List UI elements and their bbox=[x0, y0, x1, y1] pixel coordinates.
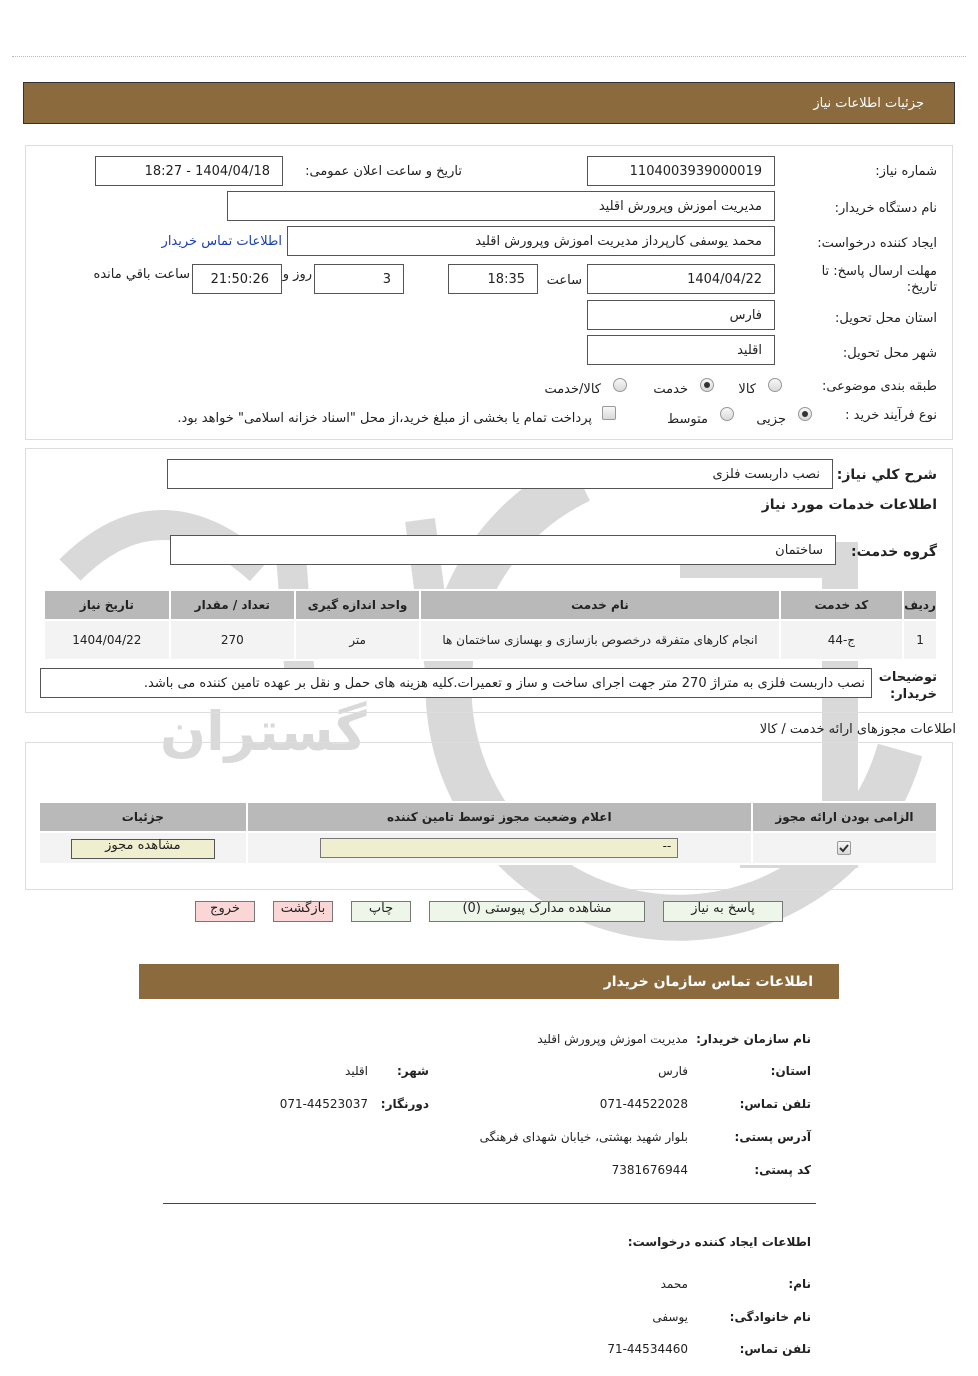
table-row bbox=[39, 832, 937, 864]
attachments-button[interactable]: مشاهده مدارک پیوستی (0) bbox=[429, 901, 645, 922]
back-button[interactable]: بازگشت bbox=[273, 901, 333, 922]
page-header bbox=[23, 82, 955, 124]
cell-row: 1 bbox=[903, 620, 937, 660]
col-permit-details: جزئیات bbox=[39, 802, 247, 832]
province-label: استان محل تحویل: bbox=[835, 311, 937, 326]
contact-city-label: شهر: bbox=[397, 1064, 429, 1078]
cell-name: انجام کارهای متفرقه درخصوص بازسازی و بهسازی ساختمان ها bbox=[420, 620, 780, 660]
contact-address: بلوار شهید بهشتی، خیابان شهدای فرهنگی bbox=[479, 1130, 688, 1144]
category-option-service: خدمت bbox=[653, 382, 688, 397]
contact-divider bbox=[163, 1203, 816, 1204]
province-field: فارس bbox=[587, 300, 775, 330]
col-row: ردیف bbox=[903, 590, 937, 620]
contact-address-label: آدرس پستی: bbox=[734, 1130, 811, 1144]
watermark-text: گستران bbox=[160, 700, 367, 763]
requester-label: ایجاد کننده درخواست: bbox=[817, 236, 937, 251]
process-option-minor: جزیی bbox=[756, 412, 786, 427]
col-name: نام خدمت bbox=[420, 590, 780, 620]
check-icon bbox=[838, 842, 850, 854]
payment-note: پرداخت تمام یا بخشی از مبلغ خرید،از محل "اسناد خزانه اسلامی" خواهد بود. bbox=[177, 411, 592, 426]
buyer-notes-field: نصب داربست فلزی به متراژ 270 متر جهت اجرای ساخت و ساز و تعمیرات.کلیه هزینه های حمل و نقل بر عهده تامین کننده می باشد. bbox=[40, 668, 872, 698]
contact-title: اطلاعات تماس سازمان خریدار bbox=[603, 974, 813, 990]
view-permit-button[interactable]: مشاهده مجوز bbox=[71, 839, 215, 859]
buyer-org-field: مدیریت اموزش وپرورش اقلید bbox=[227, 191, 775, 221]
cell-date: 1404/04/22 bbox=[44, 620, 170, 660]
contact-org: مدیریت اموزش وپرورش اقلید bbox=[537, 1032, 688, 1046]
print-button[interactable]: چاپ bbox=[351, 901, 411, 922]
cell-code: ج-44 bbox=[780, 620, 903, 660]
col-unit: واحد اندازه گیری bbox=[295, 590, 420, 620]
col-code: کد خدمت bbox=[780, 590, 903, 620]
remaining-label: ساعت باقي مانده bbox=[93, 267, 190, 282]
category-radio-goods-service[interactable] bbox=[613, 378, 627, 392]
treasury-payment-checkbox[interactable] bbox=[602, 406, 616, 420]
general-desc-field: نصب داربست فلزی bbox=[167, 459, 833, 489]
process-option-medium: متوسط bbox=[667, 412, 708, 427]
need-number-field: 1104003939000019 bbox=[587, 156, 775, 186]
exit-button[interactable]: خروج bbox=[195, 901, 255, 922]
creator-phone-label: تلفن تماس: bbox=[739, 1342, 811, 1356]
contact-province: فارس bbox=[658, 1064, 688, 1078]
creator-family: یوسفی bbox=[652, 1310, 688, 1324]
contact-phone-label: تلفن تماس: bbox=[739, 1097, 811, 1111]
service-group-label: گروه خدمت: bbox=[851, 544, 937, 560]
permits-table bbox=[38, 801, 938, 865]
permit-required-checkbox bbox=[837, 841, 851, 855]
category-label: طبقه بندی موضوعی: bbox=[821, 379, 937, 394]
contact-city: اقلید bbox=[345, 1064, 368, 1078]
contact-header bbox=[139, 964, 839, 999]
services-table bbox=[43, 589, 938, 661]
cell-qty: 270 bbox=[170, 620, 295, 660]
process-radio-minor[interactable] bbox=[798, 407, 812, 421]
need-number-label: شماره نیاز: bbox=[875, 164, 937, 179]
permits-title: اطلاعات مجوزهای ارائه خدمت / کالا bbox=[759, 722, 956, 737]
category-radio-service[interactable] bbox=[700, 378, 714, 392]
deadline-time-field: 18:35 bbox=[448, 264, 538, 294]
process-label: نوع فرآیند خرید : bbox=[845, 408, 937, 423]
remaining-time-field: 21:50:26 bbox=[192, 264, 282, 294]
deadline-time-label: ساعت bbox=[546, 273, 582, 288]
contact-fax: 071-44523037 bbox=[279, 1097, 368, 1111]
announce-label: تاریخ و ساعت اعلان عمومی: bbox=[305, 164, 462, 179]
buyer-contact-link[interactable]: اطلاعات تماس خریدار bbox=[161, 234, 282, 249]
deadline-date-field: 1404/04/22 bbox=[587, 264, 775, 294]
table-row bbox=[44, 620, 937, 660]
permit-status-field: -- bbox=[320, 838, 678, 858]
announce-field: 1404/04/18 - 18:27 bbox=[95, 156, 283, 186]
description-panel bbox=[25, 448, 953, 713]
need-details-panel bbox=[25, 145, 953, 440]
service-group-field: ساختمان bbox=[170, 535, 836, 565]
buyer-notes-label: توضیحات خریدار: bbox=[878, 670, 937, 702]
creator-name-label: نام: bbox=[788, 1277, 811, 1291]
city-label: شهر محل تحویل: bbox=[842, 346, 937, 361]
contact-fax-label: دورنگار: bbox=[380, 1097, 429, 1111]
contact-org-label: نام سازمان خریدار: bbox=[696, 1032, 811, 1046]
contact-province-label: استان: bbox=[770, 1064, 811, 1078]
permit-status-cell bbox=[247, 832, 752, 864]
col-date: تاریخ نیاز bbox=[44, 590, 170, 620]
general-desc-label: شرح كلي نياز: bbox=[836, 467, 937, 483]
permits-panel bbox=[25, 742, 953, 890]
deadline-label: مهلت ارسال پاسخ: تا تاریخ: bbox=[821, 264, 937, 295]
creator-name: محمد bbox=[660, 1277, 688, 1291]
col-permit-status: اعلام وضعیت مجوز توسط تامین کننده bbox=[247, 802, 752, 832]
days-field: 3 bbox=[314, 264, 404, 294]
page-title: جزئیات اطلاعات نیاز bbox=[813, 96, 924, 111]
col-qty: تعداد / مقدار bbox=[170, 590, 295, 620]
creator-phone: 71-44534460 bbox=[607, 1342, 688, 1356]
category-option-goods-service: کالا/خدمت bbox=[544, 382, 601, 397]
category-option-goods: کالا bbox=[738, 382, 756, 397]
top-divider bbox=[12, 56, 966, 57]
process-radio-medium[interactable] bbox=[720, 407, 734, 421]
reply-button[interactable]: پاسخ به نیاز bbox=[663, 901, 783, 922]
services-title: اطلاعات خدمات مورد نیاز bbox=[761, 497, 937, 513]
col-permit-required: الزامی بودن ارائه مجوز bbox=[752, 802, 937, 832]
contact-postal: 7381676944 bbox=[611, 1163, 688, 1177]
buyer-org-label: نام دستگاه خریدار: bbox=[834, 201, 937, 216]
permit-required-cell bbox=[752, 832, 937, 864]
contact-phone: 071-44522028 bbox=[599, 1097, 688, 1111]
cell-unit: متر bbox=[295, 620, 420, 660]
creator-title: اطلاعات ایجاد کننده درخواست: bbox=[627, 1235, 811, 1249]
city-field: اقلید bbox=[587, 335, 775, 365]
contact-postal-label: کد پستی: bbox=[754, 1163, 811, 1177]
days-label: روز و bbox=[282, 267, 312, 282]
requester-field: محمد یوسفی کارپرداز مدیریت اموزش وپرورش اقلید bbox=[287, 226, 775, 256]
creator-family-label: نام خانوادگی: bbox=[729, 1310, 811, 1324]
category-radio-goods[interactable] bbox=[768, 378, 782, 392]
permit-details-cell bbox=[39, 832, 247, 864]
